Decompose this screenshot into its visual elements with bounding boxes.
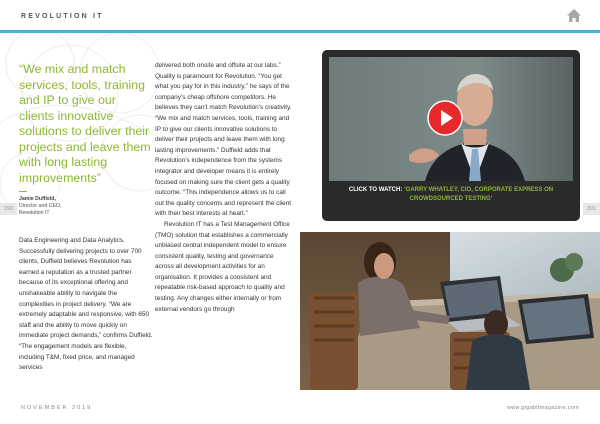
page-number-right: 391	[583, 203, 600, 215]
page-number-left: 390	[0, 203, 17, 215]
body-column-middle	[155, 61, 293, 315]
body-column-left	[19, 236, 153, 374]
pull-quote: “We mix and match services, tools, training and IP to give our clients innovative solutions to deliver their projects and leave them with long lasting improvements”	[19, 62, 151, 185]
video-thumbnail[interactable]	[329, 57, 573, 181]
home-icon[interactable]	[566, 8, 582, 23]
body-paragraph: Data Engineering and Data Analytics. Successfully delivering projects to over 700 clients, Duffield believes Revolution has earned a reputation as a trusted partner because of its exceptional offering and unshakeable ability to navigate the complexities in project delivery. “We are extremely adaptable and responsive, with 650 staff and the ability to move quickly on immediate project demands,” confirms Duffield. “The engagement models are flexible, including T&M, fixed price, and managed services	[19, 237, 153, 372]
body-paragraph: Revolution IT has a Test Management Office (TMO) solution that establishes a commercially unbiased central independent model to ensure consistent quality, testing and governance across all development activities for an organisation. It provides a consistent and repeatable risk-based approach to quality and testing. Any changes either internally or from external vendors go through	[155, 220, 290, 313]
header-rule	[0, 30, 600, 33]
click-to-watch-label[interactable]: CLICK TO WATCH:	[348, 187, 403, 193]
page-header	[0, 0, 600, 32]
play-icon[interactable]	[427, 100, 463, 136]
video-caption[interactable]	[336, 186, 566, 204]
office-photo	[300, 232, 600, 390]
attribution-name: Jamie Duffield,	[19, 196, 56, 202]
quote-divider	[19, 191, 27, 192]
brand-name: REVOLUTION IT	[21, 13, 104, 20]
attribution-company: Revolution IT	[19, 210, 50, 217]
footer-issue-date: NOVEMBER 2019	[21, 405, 93, 411]
attribution-title: Director and CEO,	[19, 203, 62, 210]
video-title[interactable]: ‘GARRY WHATLEY, CIO, CORPORATE EXPRESS ON CROWDSOURCED TESTING’	[402, 187, 554, 202]
quote-attribution	[19, 196, 149, 218]
footer-website[interactable]: www.gigabitmagazine.com	[506, 405, 579, 411]
body-paragraph: delivered both onsite and offsite at our labs.” Quality is paramount for Revolution. “You get what you pay for in this industry,” he says of the company’s cheap offshore competitors. He believes they can’t match Revolution’s creativity. “We mix and match services, tools, training and IP to give our clients innovative solutions to deliver their projects and leave them with long lasting improvements.” Duffield adds that Revolution’s independence from the systems integrator and developer means it is entirely focused on making sure the client gets a quality outcome. “This independence allows us to call out the quality concerns and represent the client with their best interests at heart.”	[155, 62, 292, 218]
